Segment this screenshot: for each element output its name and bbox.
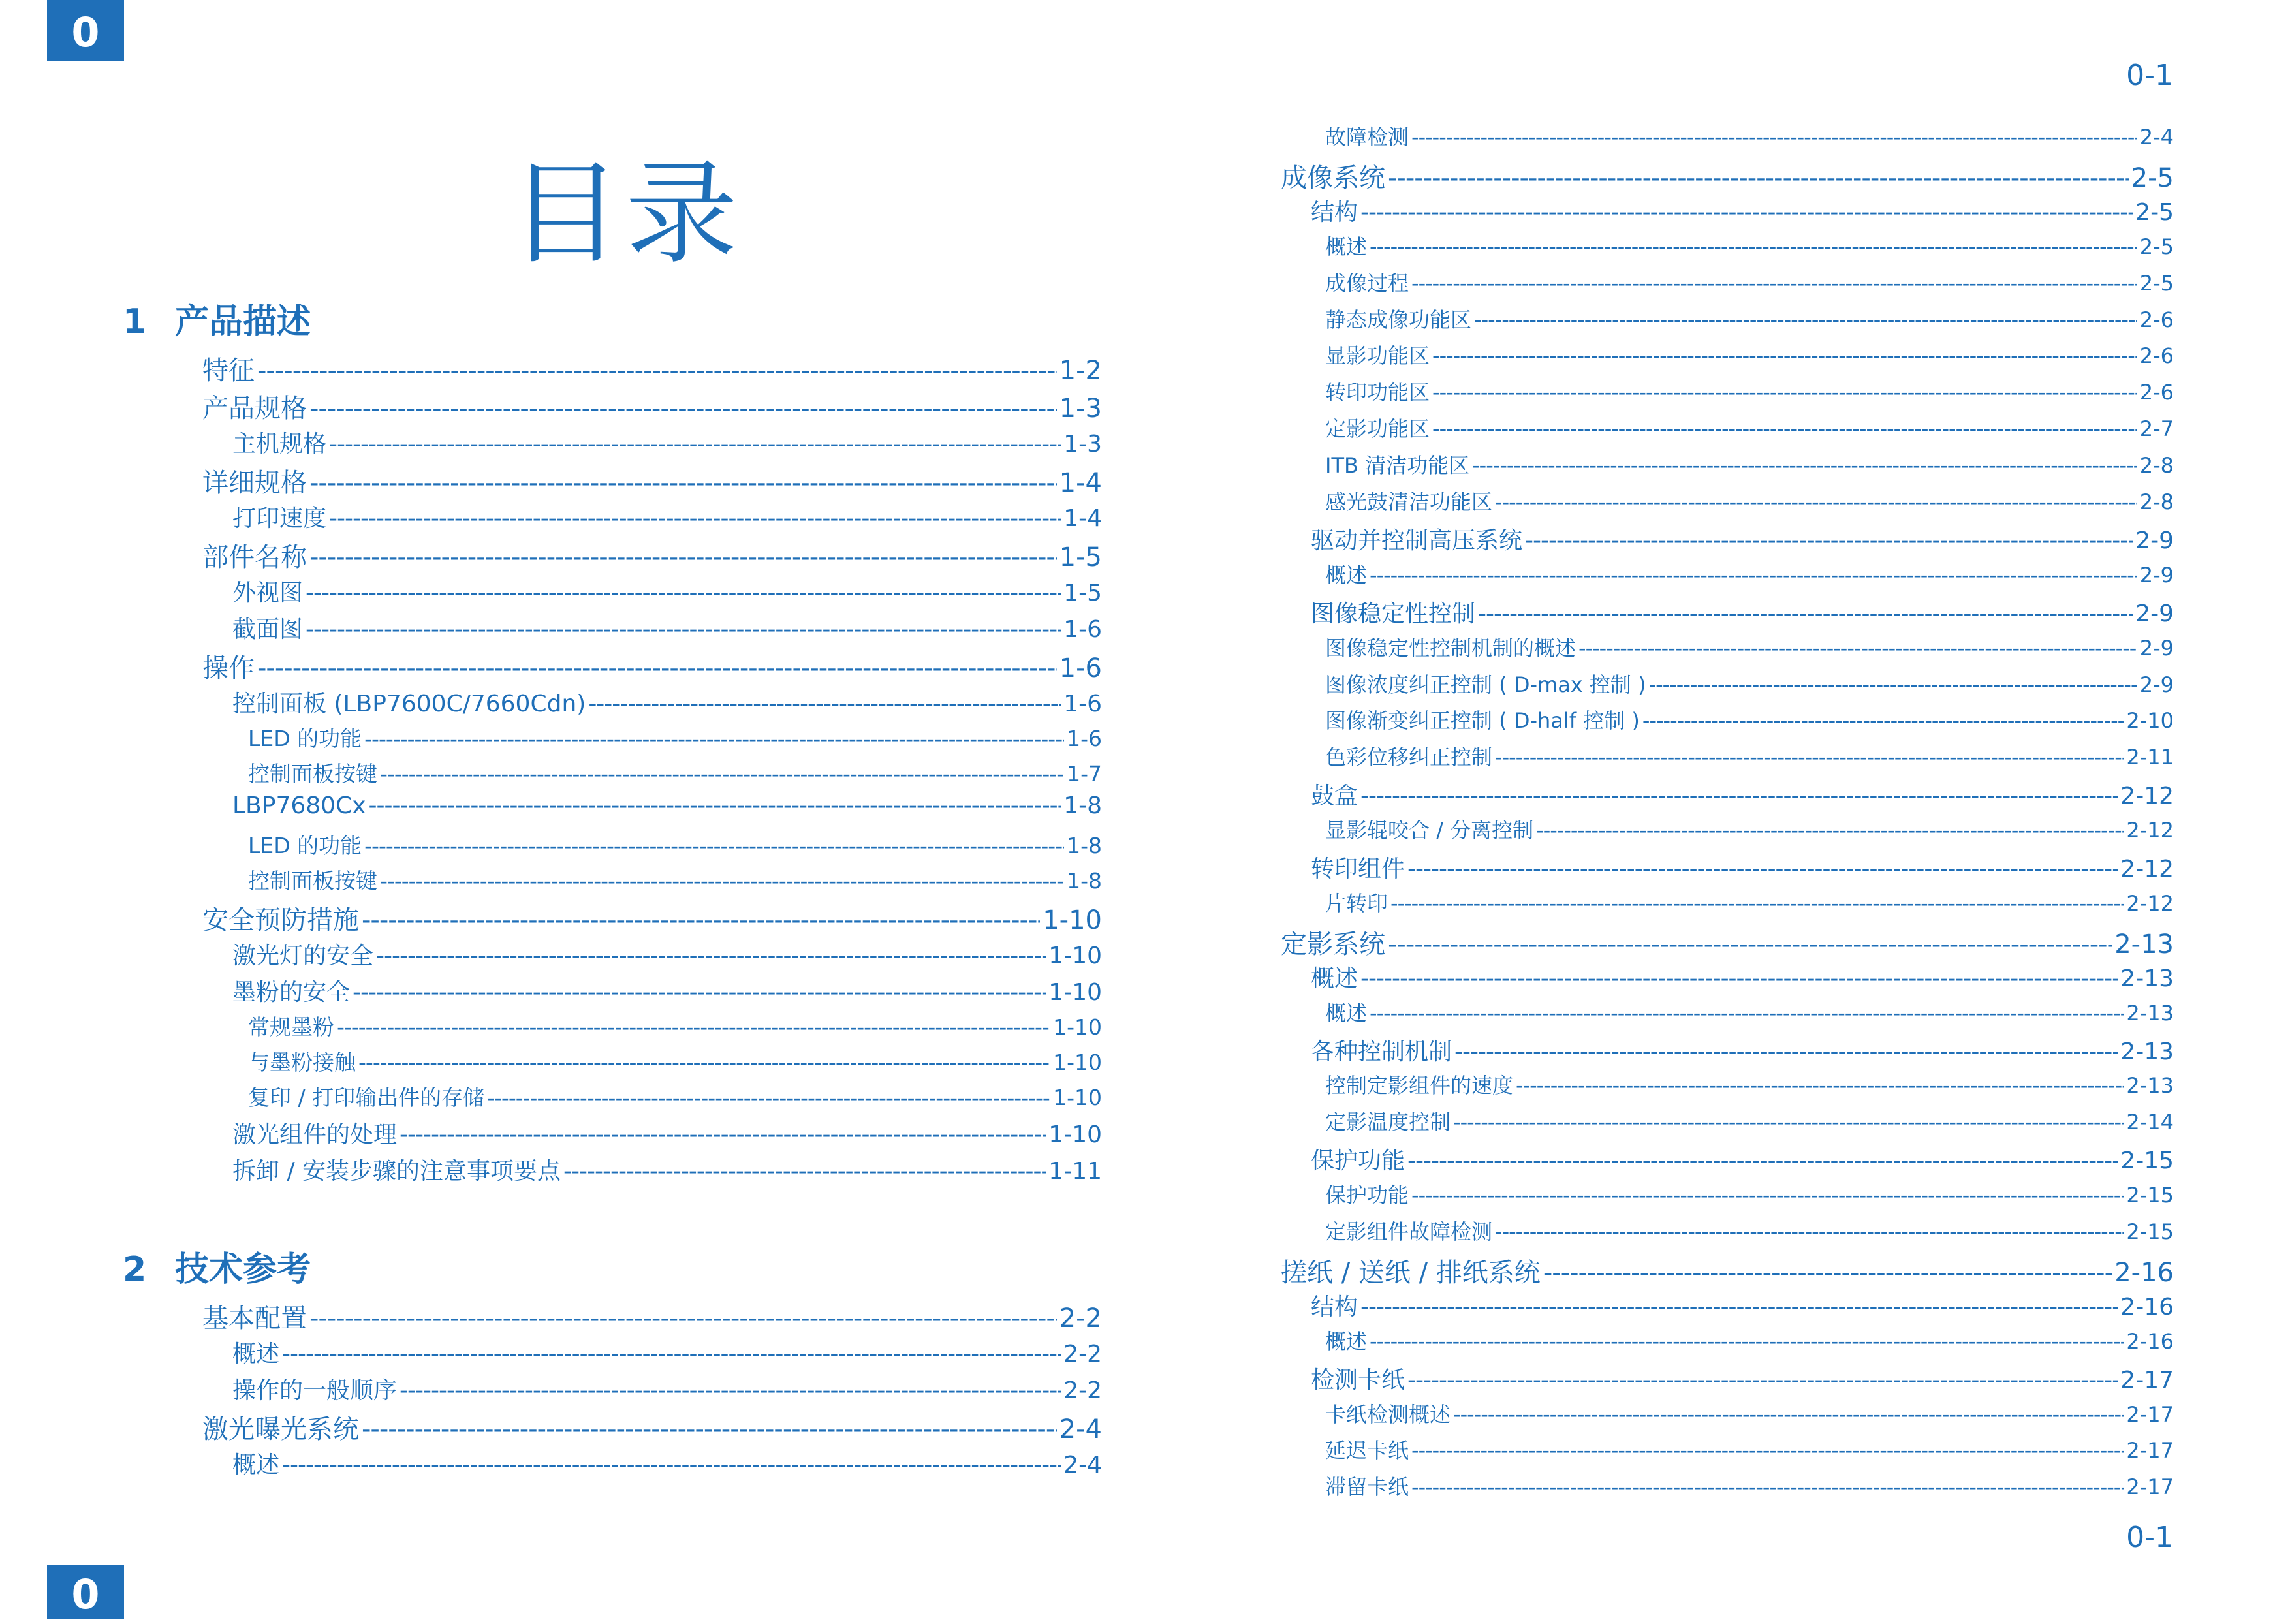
toc-entry-title: LED 的功能 [248, 726, 362, 751]
toc-entry-page: 2-17 [2120, 1366, 2174, 1394]
toc-entry-title: 部件名称 [202, 542, 307, 572]
chapter-tab-bottom: 0 [47, 1565, 124, 1619]
chapter-number: 1 [123, 302, 147, 341]
toc-entry-title: 概述 [1325, 1000, 1368, 1025]
toc-entry-page: 2-10 [2126, 708, 2174, 734]
toc-entry[interactable] [1325, 376, 2174, 406]
toc-entry-title: 定影系统 [1281, 929, 1385, 960]
toc-entry-title: 搓纸 / 送纸 / 排纸系统 [1281, 1257, 1541, 1288]
toc-entry-page: 2-16 [2114, 1257, 2174, 1288]
toc-entry-page: 2-17 [2126, 1438, 2174, 1463]
toc-entry[interactable] [1311, 777, 2174, 811]
toc-entry-page: 2-11 [2126, 745, 2174, 770]
toc-leader [1411, 1438, 2124, 1463]
toc-entry[interactable] [1325, 1179, 2174, 1209]
toc-leader [1370, 234, 2137, 259]
toc-entry-page: 2-12 [2126, 890, 2174, 916]
toc-entry-page: 2-4 [1059, 1414, 1102, 1444]
toc-entry-title: 结构 [1311, 198, 1358, 226]
toc-leader [1453, 1402, 2124, 1427]
toc-entry-title: 检测卡纸 [1311, 1366, 1405, 1394]
toc-entry-page: 1-10 [1053, 1014, 1102, 1040]
toc-entry[interactable] [1325, 1434, 2174, 1464]
toc-leader [1411, 1183, 2124, 1208]
toc-entry-title: 激光灯的安全 [232, 943, 374, 969]
toc-entry-title: 安全预防措施 [202, 905, 359, 935]
toc-entry-title: 故障检测 [1325, 125, 1409, 149]
toc-entry-page: 2-9 [2135, 527, 2174, 554]
toc-entry[interactable] [1325, 339, 2174, 369]
toc-entry-title: 操作 [202, 653, 255, 683]
toc-entry-page: 1-6 [1059, 653, 1102, 683]
toc-entry-title: 控制面板 (LBP7600C/7660Cdn) [232, 691, 586, 717]
toc-leader [1649, 672, 2137, 697]
toc-entry[interactable] [1325, 997, 2174, 1027]
toc-entry-title: LBP7680Cx [232, 792, 366, 819]
page-number-bottom: 0-1 [2126, 1521, 2173, 1554]
toc-entry-title: 图像稳定性控制机制的概述 [1325, 635, 1576, 661]
toc-entry-title: 色彩位移纠正控制 [1325, 745, 1493, 770]
toc-entry-page: 2-14 [2126, 1110, 2174, 1135]
toc-entry-title: 保护功能 [1325, 1183, 1409, 1208]
toc-entry[interactable] [1311, 522, 2174, 555]
toc-entry-page: 2-6 [2139, 343, 2174, 369]
toc-entry[interactable] [1325, 1398, 2174, 1428]
toc-entry-page: 1-4 [1063, 505, 1102, 532]
toc-leader [1536, 818, 2124, 843]
toc-leader [1360, 199, 2133, 226]
toc-entry-page: 1-10 [1043, 905, 1102, 935]
toc-entry[interactable] [1325, 486, 2174, 516]
toc-entry[interactable] [1311, 1142, 2174, 1176]
toc-leader [1495, 745, 2124, 770]
toc-entry-page: 2-6 [2139, 307, 2174, 332]
toc-entry-title: 外视图 [232, 580, 304, 606]
toc-leader [1407, 856, 2118, 882]
toc-entry-page: 2-5 [2139, 270, 2174, 296]
toc-entry-title: ITB 清洁功能区 [1325, 453, 1470, 478]
toc-leader [1495, 490, 2137, 514]
toc-entry-page: 2-13 [2126, 1000, 2174, 1025]
toc-entry-title: 激光曝光系统 [202, 1414, 359, 1444]
page-title: 目录 [509, 148, 742, 279]
toc-entry-title: 片转印 [1325, 890, 1388, 916]
toc-entry[interactable] [1311, 194, 2174, 227]
toc-leader [1454, 1038, 2118, 1065]
toc-entry-title: 定影温度控制 [1325, 1110, 1451, 1135]
toc-entry-page: 2-17 [2126, 1401, 2174, 1427]
toc-entry-title: 定影组件故障检测 [1325, 1219, 1493, 1244]
toc-entry-title: 操作的一般顺序 [232, 1377, 398, 1404]
toc-entry[interactable] [1325, 1471, 2174, 1501]
toc-entry-title: 图像浓度纠正控制 ( D-max 控制 ) [1325, 672, 1646, 697]
toc-entry-page: 2-6 [2139, 380, 2174, 405]
toc-leader [1388, 163, 2129, 193]
toc-entry[interactable] [1311, 960, 2174, 993]
toc-entry-title: 图像渐变纠正控制 ( D-half 控制 ) [1325, 708, 1640, 734]
toc-entry[interactable] [1281, 157, 2174, 195]
toc-entry-page: 1-6 [1063, 616, 1102, 643]
toc-leader [1516, 1073, 2124, 1098]
toc-entry-title: 显影功能区 [1325, 343, 1430, 369]
toc-leader [1411, 271, 2137, 296]
toc-entry-title: 保护功能 [1311, 1148, 1405, 1175]
toc-entry-page: 1-2 [1059, 356, 1102, 386]
toc-entry-title: 感光鼓清洁功能区 [1325, 490, 1493, 514]
chapter-title: 产品描述 [175, 302, 311, 341]
toc-leader [1543, 1258, 2112, 1288]
toc-entry-page: 2-13 [2120, 965, 2174, 992]
toc-entry-page: 2-8 [2139, 453, 2174, 478]
toc-entry-title: 概述 [1325, 234, 1368, 259]
toc-entry-title: 概述 [1325, 1328, 1368, 1354]
toc-leader [1390, 891, 2124, 916]
toc-entry-title: 图像稳定性控制 [1311, 600, 1476, 627]
toc-leader [1370, 1001, 2124, 1025]
toc-entry-title: 转印组件 [1311, 856, 1405, 882]
toc-entry[interactable] [1325, 632, 2174, 662]
toc-entry-title: 墨粉的安全 [232, 979, 351, 1006]
toc-entry[interactable] [1325, 121, 2174, 151]
toc-entry-title: 概述 [232, 1341, 280, 1367]
toc-entry[interactable] [1311, 1288, 2174, 1322]
toc-entry-page: 1-10 [1053, 1085, 1102, 1110]
toc-entry-page: 2-5 [2135, 198, 2174, 226]
toc-entry[interactable] [1325, 267, 2174, 297]
toc-entry[interactable] [1281, 1252, 2174, 1289]
toc-entry[interactable] [1311, 1033, 2174, 1067]
toc-entry[interactable] [1325, 230, 2174, 260]
toc-entry-title: 拆卸 / 安装步骤的注意事项要点 [232, 1158, 561, 1185]
toc-entry-page: 1-10 [1048, 943, 1102, 969]
toc-entry-page: 1-3 [1059, 394, 1102, 424]
toc-entry-title: 成像过程 [1325, 270, 1409, 296]
toc-entry-page: 2-12 [2120, 783, 2174, 810]
toc-entry-page: 1-8 [1067, 868, 1102, 894]
toc-entry[interactable] [1311, 1362, 2174, 1395]
toc-leader [1407, 1148, 2118, 1174]
toc-entry-title: 打印速度 [232, 505, 327, 532]
toc-entry[interactable] [1325, 413, 2174, 443]
toc-entry-page: 2-2 [1063, 1341, 1102, 1367]
toc-leader [1478, 601, 2133, 627]
toc-entry-page: 2-8 [2139, 490, 2174, 514]
toc-entry-title: 主机规格 [232, 431, 327, 458]
toc-entry-title: 控制定影组件的速度 [1325, 1073, 1514, 1099]
toc-entry[interactable] [1325, 1215, 2174, 1245]
toc-entry-page: 2-12 [2126, 818, 2174, 843]
toc-entry-page: 1-8 [1063, 792, 1102, 819]
toc-entry-page: 1-8 [1067, 833, 1102, 858]
toc-entry-page: 1-7 [1067, 761, 1102, 787]
toc-entry-title: 概述 [1325, 562, 1368, 587]
toc-entry[interactable] [1325, 1325, 2174, 1355]
toc-entry-title: 滞留卡纸 [1325, 1475, 1409, 1500]
toc-entry-page: 1-10 [1048, 979, 1102, 1006]
toc-leader [1360, 1294, 2118, 1320]
toc-entry-page: 2-13 [2126, 1073, 2174, 1099]
toc-entry[interactable] [1325, 559, 2174, 589]
page-number-top: 0-1 [2126, 59, 2173, 92]
toc-entry-page: 2-2 [1063, 1377, 1102, 1404]
toc-entry-title: 详细规格 [202, 468, 307, 498]
toc-leader [1474, 307, 2137, 332]
toc-entry-page: 2-4 [1063, 1452, 1102, 1478]
toc-leader [1472, 453, 2137, 478]
toc-entry-title: 激光组件的处理 [232, 1121, 398, 1148]
toc-leader [1411, 1475, 2124, 1499]
toc-leader [1370, 563, 2137, 587]
toc-entry-page: 2-16 [2120, 1293, 2174, 1320]
toc-entry-title: 概述 [1311, 965, 1358, 992]
chapter-tab-top: 0 [47, 0, 124, 61]
toc-entry-page: 2-5 [2131, 163, 2174, 193]
toc-entry-title: 复印 / 打印输出件的存储 [248, 1085, 485, 1110]
toc-entry-page: 2-16 [2126, 1328, 2174, 1354]
toc-entry-page: 2-9 [2139, 635, 2174, 661]
chapter-number: 2 [123, 1250, 147, 1289]
toc-entry-title: 各种控制机制 [1311, 1038, 1452, 1065]
toc-entry-title: 卡纸检测概述 [1325, 1401, 1451, 1427]
toc-entry[interactable] [1325, 814, 2174, 844]
toc-entry-title: 截面图 [232, 616, 304, 643]
toc-leader [1432, 343, 2137, 368]
toc-entry-title: 概述 [232, 1452, 280, 1478]
toc-leader [1642, 708, 2124, 733]
toc-leader [1432, 380, 2137, 405]
toc-entry-title: 静态成像功能区 [1325, 307, 1472, 332]
toc-entry-page: 2-4 [2139, 125, 2174, 149]
toc-entry-page: 2-15 [2126, 1219, 2174, 1244]
toc-entry-page: 1-10 [1048, 1121, 1102, 1148]
toc-entry-page: 2-13 [2120, 1038, 2174, 1065]
toc-entry-page: 1-10 [1053, 1050, 1102, 1075]
toc-entry-title: 基本配置 [202, 1304, 307, 1334]
toc-entry-title: 结构 [1311, 1293, 1358, 1320]
toc-entry[interactable] [1311, 851, 2174, 884]
toc-entry-title: 转印功能区 [1325, 380, 1430, 405]
toc-entry-page: 2-9 [2139, 562, 2174, 587]
toc-entry-page: 2-17 [2126, 1475, 2174, 1500]
toc-leader [1453, 1110, 2124, 1134]
toc-entry-page: 2-13 [2114, 929, 2174, 960]
toc-entry-title: 驱动并控制高压系统 [1311, 527, 1523, 554]
toc-entry-title: 延迟卡纸 [1325, 1438, 1409, 1463]
toc-entry-page: 2-2 [1059, 1304, 1102, 1334]
toc-entry-title: 与墨粉接触 [248, 1050, 356, 1075]
toc-leader [1360, 783, 2118, 809]
toc-entry[interactable] [1325, 449, 2174, 479]
toc-entry-title: 鼓盒 [1311, 783, 1358, 810]
toc-entry[interactable] [1311, 595, 2174, 629]
toc-leader [1495, 1219, 2124, 1244]
toc-leader [1411, 125, 2137, 149]
toc-entry-title: LED 的功能 [248, 833, 362, 858]
toc-entry-page: 2-12 [2120, 856, 2174, 882]
toc-entry-page: 2-7 [2139, 416, 2174, 442]
toc-entry[interactable] [1325, 704, 2174, 734]
toc-entry-title: 成像系统 [1281, 163, 1385, 193]
toc-entry-title: 控制面板按键 [248, 868, 377, 894]
toc-entry-page: 1-4 [1059, 468, 1102, 498]
toc-leader [1370, 1329, 2124, 1354]
toc-leader [1407, 1367, 2118, 1394]
toc-entry-page: 1-6 [1067, 726, 1102, 751]
toc-entry[interactable] [1325, 1106, 2174, 1136]
toc-entry-page: 1-11 [1048, 1158, 1102, 1185]
toc-entry-page: 2-15 [2126, 1183, 2174, 1208]
toc-leader [1578, 636, 2137, 661]
toc-entry[interactable] [1325, 1069, 2174, 1099]
toc-entry-page: 2-5 [2139, 234, 2174, 259]
toc-entry[interactable] [1281, 924, 2174, 961]
toc-leader [1388, 929, 2112, 960]
toc-entry-title: 定影功能区 [1325, 416, 1430, 442]
toc-entry-page: 2-9 [2135, 600, 2174, 627]
toc-entry[interactable] [1325, 668, 2174, 698]
toc-entry-page: 1-3 [1063, 431, 1102, 458]
toc-entry-title: 产品规格 [202, 394, 307, 424]
toc-entry-title: 显影辊咬合 / 分离控制 [1325, 818, 1534, 843]
toc-entry[interactable] [1325, 304, 2174, 334]
toc-entry-page: 1-5 [1063, 580, 1102, 606]
toc-entry-page: 1-5 [1059, 542, 1102, 572]
toc-entry-title: 常规墨粉 [248, 1014, 334, 1040]
toc-leader [1525, 527, 2133, 554]
toc-leader [1360, 965, 2118, 992]
toc-leader [1432, 416, 2137, 441]
toc-entry-title: 控制面板按键 [248, 761, 377, 787]
toc-entry-page: 2-9 [2139, 672, 2174, 697]
toc-entry-title: 特征 [202, 356, 255, 386]
toc-entry[interactable] [1325, 741, 2174, 771]
toc-entry-page: 1-6 [1063, 691, 1102, 717]
toc-entry-page: 2-15 [2120, 1148, 2174, 1175]
chapter-title: 技术参考 [175, 1250, 311, 1289]
toc-entry[interactable] [1325, 887, 2174, 917]
